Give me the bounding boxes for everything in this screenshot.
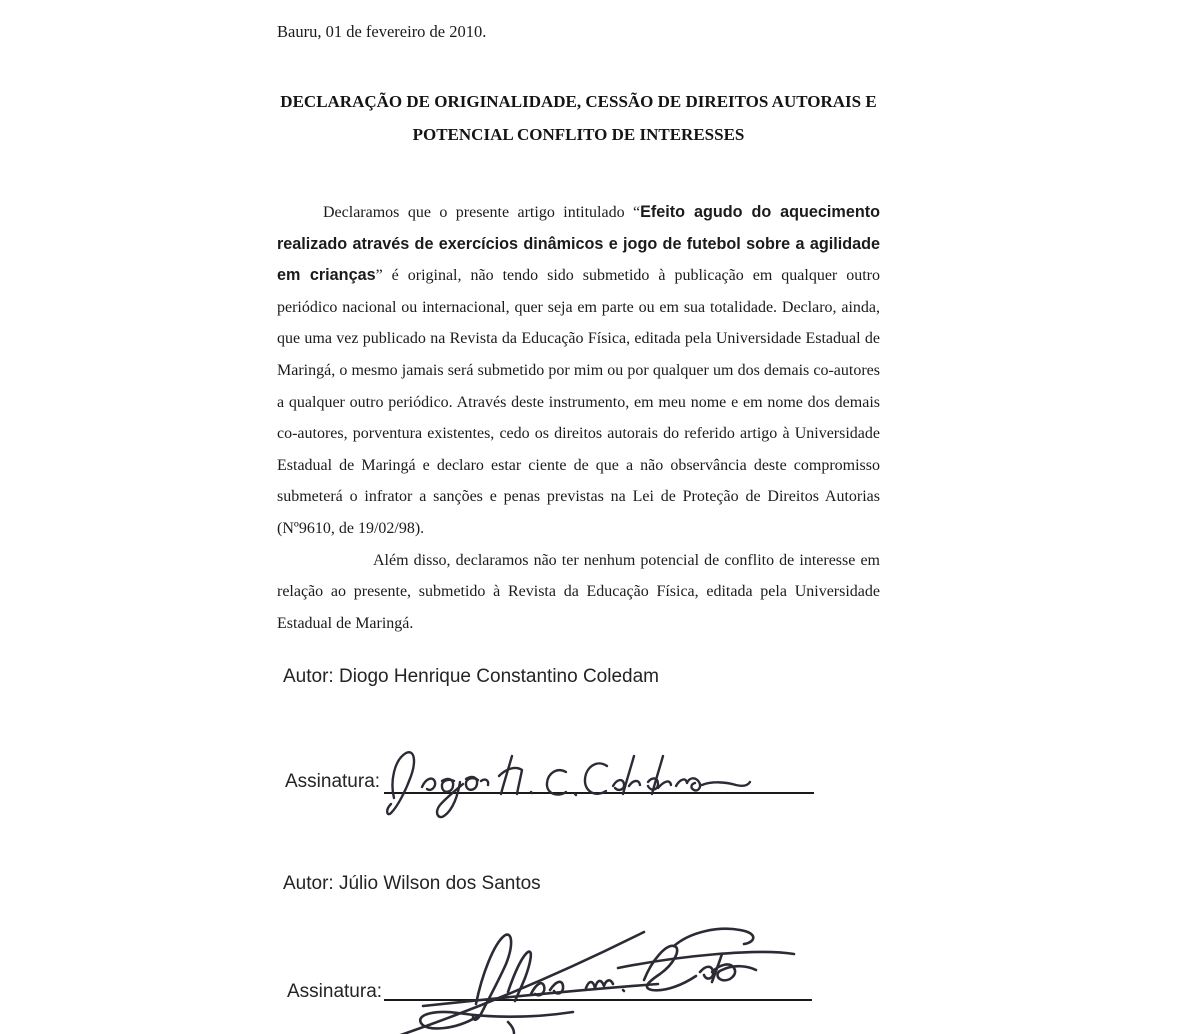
article-title: Efeito agudo do aquecimento realizado através de exercícios dinâmicos e jogo de futebol sobre a agilidade em crianças	[277, 203, 880, 285]
document-title-line-1: DECLARAÇÃO DE ORIGINALIDADE, CESSÃO DE DIREITOS AUTORAIS E	[280, 92, 877, 111]
signature-1-label: Assinatura:	[285, 771, 381, 792]
author-1-line: Autor: Diogo Henrique Constantino Coledam	[283, 666, 659, 687]
date-line: Bauru, 01 de fevereiro de 2010.	[277, 22, 487, 41]
author-2-line: Autor: Júlio Wilson dos Santos	[283, 873, 541, 894]
document-body	[277, 197, 880, 639]
signature-1-handwriting-icon	[382, 740, 802, 824]
paragraph1-suffix: ” é original, não tendo sido submetido à publicação em qualquer outro periódico nacional ou internacional, quer seja em parte ou em sua totalidade. Declaro, ainda, que uma vez publicado na Revista da Educação Física, editada pela Universidade Estadual de Maringá, o mesmo jamais será submetido por mim ou por qualquer um dos demais co-autores a qualquer outro periódico. Através deste instrumento, em meu nome e em nome dos demais co-autores, porventura existentes, cedo os direitos autorais do referido artigo à Universidade Estadual de Maringá e declaro estar ciente de que a não observância deste compromisso submeterá o infrator a sanções e penas previstas na Lei de Proteção de Direitos Autorias (Nº9610, de 19/02/98).	[277, 267, 880, 537]
conflict-of-interest-paragraph: Além disso, declaramos não ter nenhum potencial de conflito de interesse em relação ao presente, submetido à Revista da Educação Física, editada pela Universidade Estadual de Maringá.	[277, 551, 880, 632]
document-title	[277, 85, 880, 151]
document-title-line-2: POTENCIAL CONFLITO DE INTERESSES	[412, 125, 745, 144]
signature-2-label: Assinatura:	[287, 981, 383, 1002]
signature-2-handwriting-icon	[328, 918, 880, 1034]
declaration-paragraph	[277, 197, 880, 545]
paragraph1-prefix: Declaramos que o presente artigo intitulado “	[323, 204, 641, 221]
